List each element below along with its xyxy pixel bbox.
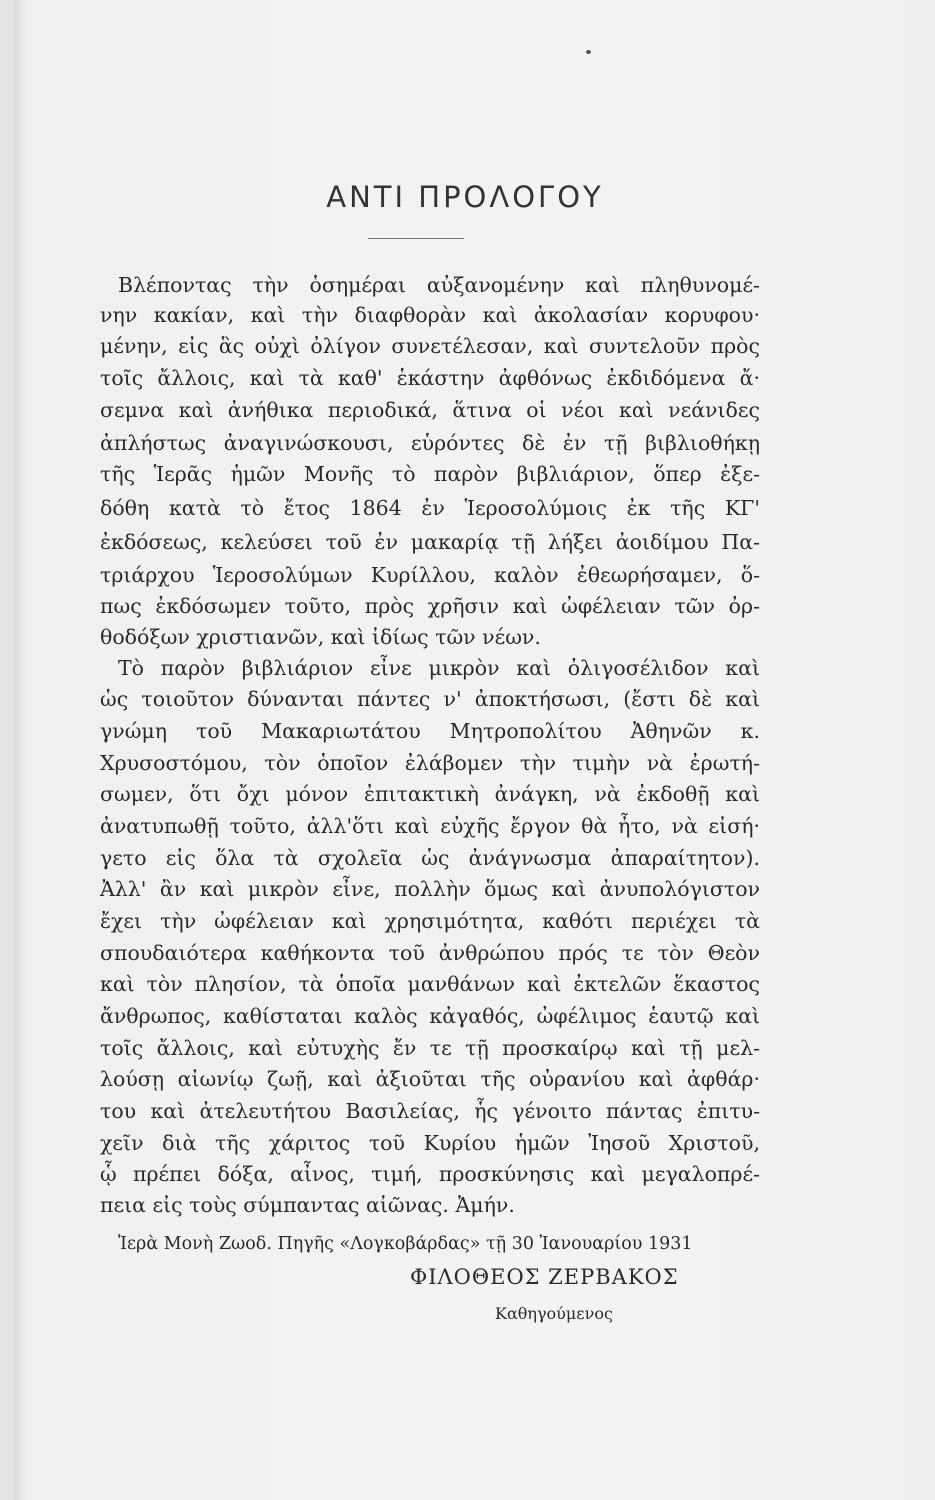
text-line: γετο εἰς ὅλα τὰ σχολεῖα ὡς ἀνάγνωσμα ἀπαραίτητον). xyxy=(100,846,760,870)
author-name: ΦΙΛΟΘΕΟΣ ΖΕΡΒΑΚΟΣ xyxy=(410,1265,679,1289)
text-line: μένην, εἰς ἃς οὐχὶ ὀλίγον συνετέλεσαν, καὶ συντελοῦν πρὸς xyxy=(100,334,760,358)
author-role: Καθηγούμενος xyxy=(495,1304,613,1323)
text-line: ὡς τοιοῦτον δύνανται πάντες ν' ἀποκτήσωσι, (ἔστι δὲ καὶ xyxy=(100,687,760,711)
text-line: Χρυσοστόμου, τὸν ὁποῖον ἐλάβομεν τὴν τιμὴν νὰ ἐρωτή- xyxy=(100,751,760,775)
text-line: νην κακίαν, καὶ τὴν διαφθορὰν καὶ ἀκολασίαν κορυφου· xyxy=(100,303,760,327)
text-line: καὶ τὸν πλησίον, τὰ ὁποῖα μανθάνων καὶ ἐκτελῶν ἕκαστος xyxy=(100,972,760,996)
text-line: Τὸ παρὸν βιβλιάριον εἶνε μικρὸν καὶ ὀλιγοσέλιδον καὶ xyxy=(118,656,760,680)
text-line: σπουδαιότερα καθήκοντα τοῦ ἀνθρώπου πρός τε τὸν Θεὸν xyxy=(100,941,760,965)
text-line: τριάρχου Ἱεροσολύμων Κυρίλλου, καλὸν ἐθεωρήσαμεν, ὅ- xyxy=(100,563,760,587)
text-line: ἀνατυπωθῇ τοῦτο, ἀλλ'ὅτι καὶ εὐχῆς ἔργον θὰ ἦτο, νὰ εἰσή· xyxy=(100,814,760,838)
text-line: γνώμη τοῦ Μακαριωτάτου Μητροπολίτου Ἀθηνῶν κ. xyxy=(100,719,760,743)
text-line: χεῖν διὰ τῆς χάριτος τοῦ Κυρίου ἡμῶν Ἰησοῦ Χριστοῦ, xyxy=(100,1131,760,1155)
text-line: σεμνα καὶ ἀνήθικα περιοδικά, ἅτινα οἱ νέοι καὶ νεάνιδες xyxy=(100,398,760,422)
text-line: τοῖς ἄλλοις, καὶ τὰ καθ' ἑκάστην ἀφθόνως ἐκδιδόμενα ἄ· xyxy=(100,366,760,390)
text-line: τῆς Ἱερᾶς ἡμῶν Μονῆς τὸ παρὸν βιβλιάριον, ὅπερ ἐξε- xyxy=(100,462,760,486)
text-line: πως ἐκδόσωμεν τοῦτο, πρὸς χρῆσιν καὶ ὠφέλειαν τῶν ὀρ- xyxy=(100,594,760,618)
text-line: ἐκδόσεως, κελεύσει τοῦ ἐν μακαρίᾳ τῇ λήξει ἀοιδίμου Πα- xyxy=(100,530,760,554)
text-line: δόθη κατὰ τὸ ἔτος 1864 ἐν Ἱεροσολύμοις ἐκ τῆς ΚΓ' xyxy=(100,496,760,520)
place-and-date: Ἱερὰ Μονὴ Ζωοδ. Πηγῆς «Λογκοβάρδας» τῇ 30 Ἰανουαρίου 1931 xyxy=(118,1234,693,1254)
text-line: τοῖς ἄλλοις, καὶ εὐτυχὴς ἔν τε τῇ προσκαίρῳ καὶ τῇ μελ- xyxy=(100,1036,760,1060)
text-line: ἄνθρωπος, καθίσταται καλὸς κἀγαθός, ὠφέλιμος ἑαυτῷ καὶ xyxy=(100,1004,760,1028)
text-line: πεια εἰς τοὺς σύμπαντας αἰῶνας. Ἀμήν. xyxy=(100,1193,515,1217)
text-line: σωμεν, ὅτι ὄχι μόνον ἐπιτακτικὴ ἀνάγκη, νὰ ἐκδοθῇ καὶ xyxy=(100,782,760,806)
text-line: Ἀλλ' ἂν καὶ μικρὸν εἶνε, πολλὴν ὅμως καὶ ἀνυπολόγιστον xyxy=(100,877,760,901)
text-line: ἀπλήστως ἀναγινώσκουσι, εὑρόντες δὲ ἐν τῇ βιβλιοθήκῃ xyxy=(100,431,760,455)
text-line: ἔχει τὴν ὠφέλειαν καὶ χρησιμότητα, καθότι περιέχει τὰ xyxy=(100,909,760,933)
page-title: ΑΝΤΙ ΠΡΟΛΟΓΟΥ xyxy=(326,180,604,214)
text-line: θοδόξων χριστιανῶν, καὶ ἰδίως τῶν νέων. xyxy=(100,625,541,649)
text-line: Βλέποντας τὴν ὁσημέραι αὐξανομένην καὶ πληθυνομέ- xyxy=(118,273,760,297)
text-line: του καὶ ἀτελευτήτου Βασιλείας, ἧς γένοιτο πάντας ἐπιτυ- xyxy=(100,1099,760,1123)
text-line: λούσῃ αἰωνίῳ ζωῇ, καὶ ἀξιοῦται τῆς οὐρανίου καὶ ἀφθάρ· xyxy=(100,1067,760,1091)
text-line: ᾧ πρέπει δόξα, αἶνος, τιμή, προσκύνησις καὶ μεγαλοπρέ- xyxy=(100,1162,760,1186)
